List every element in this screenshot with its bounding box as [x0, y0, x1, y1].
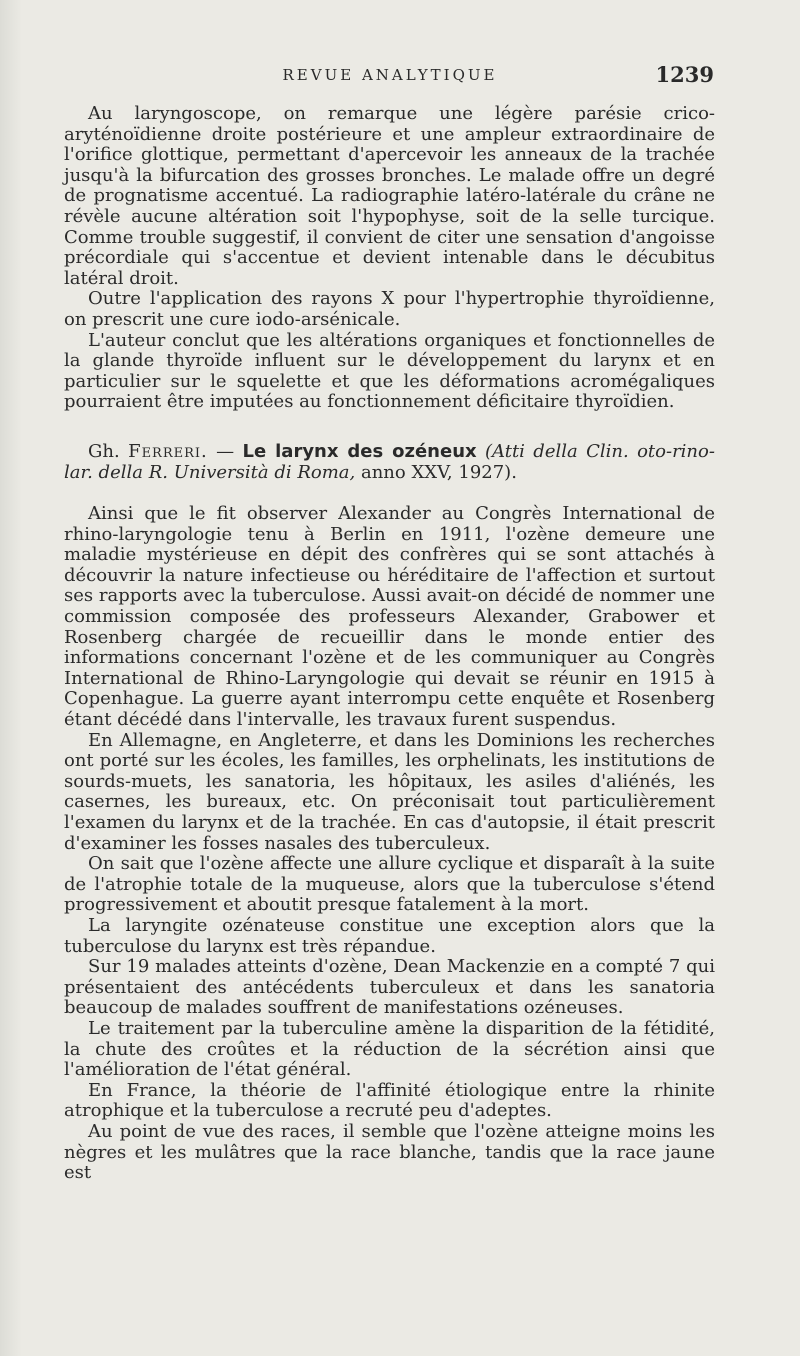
author-name: Ferreri.: [128, 440, 208, 462]
article-citation: [64, 442, 715, 483]
paragraph: Outre l'application des rayons X pour l'hypertrophie thyroïdienne, on prescrit une cure iodo-arsénicale.: [64, 288, 715, 330]
paragraph: L'auteur conclut que les altérations organiques et fonctionnelles de la glande thyroïde influent sur le développement du larynx et en particulier sur le squelette et que les déformations acromégaliques pourraient être imputées au fonctionnement déficitaire thyroïdien.: [64, 329, 715, 413]
running-head: REVUE ANALYTIQUE: [282, 66, 498, 84]
paragraph: On sait que l'ozène affecte une allure cyclique et disparaît à la suite de l'atrophie totale de la muqueuse, alors que la tuberculose s'étend progressivement et aboutit presque fatalement à la mort.: [64, 853, 715, 916]
section-gap: [64, 413, 715, 434]
journal-year: anno XXV, 1927).: [360, 461, 517, 483]
page-body: [64, 104, 715, 1184]
citation-dash: —: [216, 440, 235, 462]
paragraph: Sur 19 malades atteints d'ozène, Dean Mackenzie en a compté 7 qui présentaient des antécédents tuberculeux et dans les sanatoria beaucoup de malades souffrent de manifestations ozéneuses.: [64, 956, 715, 1019]
section-gap: [64, 483, 715, 504]
binding-shadow: [0, 0, 22, 1356]
paragraph: Le traitement par la tuberculine amène la disparition de la fétidité, la chute des croûtes et la réduction de la sécrétion ainsi que l'amélioration de l'état général.: [64, 1017, 715, 1081]
article-title: Le larynx des ozéneux: [242, 440, 477, 462]
paragraph: Au point de vue des races, il semble que l'ozène atteigne moins les nègres et les mulâtres que la race blanche, tandis que la race jaune est: [64, 1120, 715, 1184]
paragraph: La laryngite ozénateuse constitue une exception alors que la tuberculose du larynx est très répandue.: [64, 914, 715, 957]
paragraph: Au laryngoscope, on remarque une légère parésie crico-aryténoïdienne droite postérieure et une ampleur extraordinaire de l'orifice glottique, permettant d'apercevoir les anneaux de la trachée jusqu'à la bifurcation des grosses bronches. Le malade offre un degré de prognatisme accentué. La radiographie latéro-latérale du crâne ne révèle aucune altération soit l'hypophyse, soit de la selle turcique. Comme trouble suggestif, il convient de citer une sensation d'angoisse précordiale qui s'accentue et devient intenable dans le décubitus latéral droit.: [64, 103, 715, 289]
paragraph: En France, la théorie de l'affinité étiologique entre la rhinite atrophique et la tuberculose a recruté peu d'adeptes.: [64, 1079, 715, 1122]
author-initial: Gh.: [88, 440, 120, 462]
paragraph: Ainsi que le fit observer Alexander au Congrès International de rhino-laryngologie tenu à Berlin en 1911, l'ozène demeure une maladie mystérieuse en dépit des confrères qui se sont attachés à découvrir la nature infectieuse ou héréditaire de l'affection et surtout ses rapports avec la tuberculose. Aussi avait-on décidé de nommer une commission composée des professeurs Alexander, Grabower et Rosenberg chargée de recueillir dans le monde entier des informations concernant l'ozène et de les communiquer au Congrès International de Rhino-Laryngologie qui devait se réunir en 1915 à Copenhague. La guerre ayant interrompu cette enquête et Rosenberg étant décédé dans l'intervalle, les travaux furent suspendus.: [64, 503, 715, 731]
paragraph: En Allemagne, en Angleterre, et dans les Dominions les recherches ont porté sur les écoles, les familles, les orphelinats, les institutions de sourds-muets, les sanatoria, les hôpitaux, les asiles d'aliénés, les casernes, les bureaux, etc. On préconisait tout particulièrement l'examen du larynx et de la trachée. En cas d'autopsie, il était prescrit d'examiner les fosses nasales des tuberculeux.: [64, 729, 715, 854]
page-header: [66, 64, 714, 90]
journal-reference: (Atti della Clin. oto-rino-lar. della R. Università di Roma,: [64, 440, 715, 483]
page-number: 1239: [655, 62, 714, 87]
